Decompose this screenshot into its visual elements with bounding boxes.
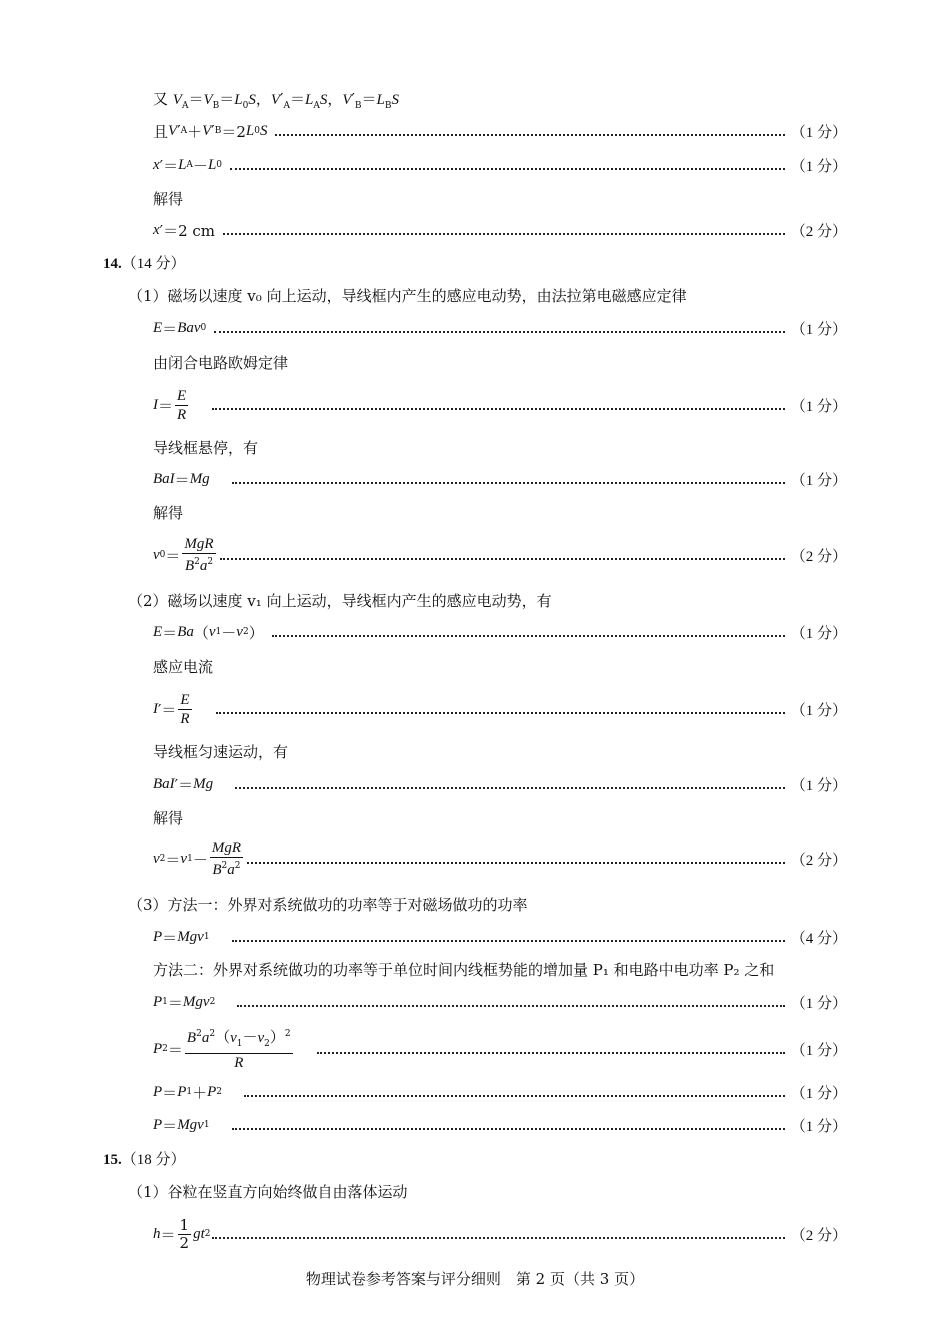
q14-part1-ohm: 由闭合电路欧姆定律	[153, 354, 289, 372]
q14-part1-eq4: v 0 ＝ $\frac{\text{MgR}}{B^2a^2}$ （2 分）	[153, 536, 847, 574]
question-points: （18 分）	[121, 1152, 186, 1168]
score: （2 分）	[790, 548, 847, 565]
q14-part3-eq1: P ＝ Mgv 1 （4 分）	[153, 928, 847, 947]
q14-part2-eq3: BaI ′＝ Mg （1 分）	[153, 775, 847, 794]
score: （2 分）	[790, 223, 847, 240]
line-x-prime: x ′＝ L A － L 0 （1 分）	[153, 156, 847, 175]
q14-part1-eq1: E ＝ Bav 0 （1 分）	[153, 319, 847, 338]
score: （4 分）	[790, 930, 847, 947]
score: （1 分）	[790, 625, 847, 642]
score: （1 分）	[790, 472, 847, 489]
score: （1 分）	[790, 777, 847, 794]
q14-part1-eq2: I ＝ $\frac{E}{R}$ （1 分）	[153, 387, 847, 423]
question-14-header	[103, 252, 186, 273]
line-volume-relations: 又 $V_A=V_B=L_0S$，$V'_A=L_AS$，$V'_B=L_BS$	[153, 90, 400, 111]
q14-part3-eq3: P 2 ＝ $\frac{B^2a^2(v_1-v_2)^2}{R}$ （1 分）	[153, 1028, 847, 1071]
score: （1 分）	[790, 124, 847, 141]
q14-part2-eq4: v 2 ＝ v 1 － $\frac{\text{MgR}}{B^2a^2}$ （2 分）	[153, 840, 847, 878]
question-number: 14.	[103, 256, 122, 272]
score: （1 分）	[790, 1042, 847, 1059]
q14-part3-method1: （3）方法一：外界对系统做功的功率等于对磁场做功的功率	[128, 896, 528, 914]
q14-part2-current: 感应电流	[153, 658, 214, 676]
q14-part3-eq2: P 1 ＝ Mgv 2 （1 分）	[153, 993, 847, 1012]
score: （1 分）	[790, 995, 847, 1012]
q14-part3-eq5: P ＝ Mgv 1 （1 分）	[153, 1116, 847, 1135]
score: （2 分）	[790, 852, 847, 869]
q14-part3-method2: 方法二：外界对系统做功的功率等于单位时间内线框势能的增加量 P₁ 和电路中电功率 P₂ 之和	[153, 961, 775, 979]
q14-part1-eq3: BaI ＝ Mg （1 分）	[153, 470, 847, 489]
score: （1 分）	[790, 702, 847, 719]
q14-part1-intro: （1）磁场以速度 v₀ 向上运动，导线框内产生的感应电动势，由法拉第电磁感应定律	[128, 287, 687, 305]
q14-part2-eq1: E ＝ Ba （ v 1 － v 2 ） （1 分）	[153, 623, 847, 642]
score: （1 分）	[790, 1085, 847, 1102]
line-x-result: x ′＝2 cm （2 分）	[153, 221, 847, 240]
q14-part1-hover: 导线框悬停，有	[153, 439, 259, 457]
score: （1 分）	[790, 1118, 847, 1135]
text-solve: 解得	[153, 190, 184, 208]
q14-part3-eq4: P ＝ P 1 ＋ P 2 （1 分）	[153, 1083, 847, 1102]
score: （1 分）	[790, 321, 847, 338]
question-number: 15.	[103, 1152, 122, 1168]
q15-part1-intro: （1）谷粒在竖直方向始终做自由落体运动	[128, 1183, 408, 1201]
score: （1 分）	[790, 398, 847, 415]
q14-part2-solve: 解得	[153, 809, 184, 827]
q14-part2-eq2: I ′＝ $\frac{E}{R}$ （1 分）	[153, 691, 847, 727]
q15-part1-eq1: h ＝ $\frac{1}{2}$ gt 2 （2 分）	[153, 1215, 847, 1252]
q14-part2-uniform: 导线框匀速运动，有	[153, 743, 289, 761]
question-15-header	[103, 1148, 186, 1169]
page-footer: 物理试卷参考答案与评分细则 第 2 页（共 3 页）	[305, 1270, 645, 1288]
score: （1 分）	[790, 158, 847, 175]
q14-part1-solve: 解得	[153, 504, 184, 522]
line-volume-sum: 且 V ′ A ＋ V ′ B ＝2 L 0 S （1 分）	[153, 122, 847, 141]
score: （2 分）	[790, 1227, 847, 1244]
q14-part2-intro: （2）磁场以速度 v₁ 向上运动，导线框内产生的感应电动势，有	[128, 592, 552, 610]
question-points: （14 分）	[121, 256, 186, 272]
